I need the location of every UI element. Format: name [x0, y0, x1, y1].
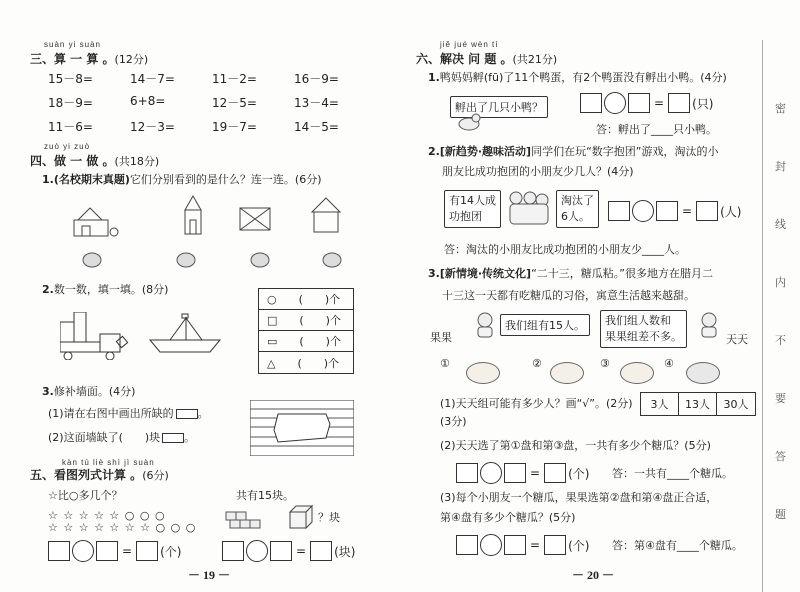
sec5-q2-blocks	[222, 504, 322, 532]
brick-icon	[176, 409, 198, 419]
choice-30[interactable]: 30人	[723, 398, 749, 411]
answer-box[interactable]	[656, 201, 678, 221]
answer-box[interactable]	[504, 463, 526, 483]
plate-label-4: ④	[664, 357, 674, 370]
sec6-q3-s1: (1)天天组可能有多少人？画“√”。(2分)	[440, 397, 633, 410]
guoguo-bubble: 我们组有15人。	[500, 314, 590, 336]
arithmetic-item[interactable]: 14－7=	[130, 72, 175, 86]
arithmetic-item[interactable]: 11－6=	[48, 120, 93, 134]
sec4-pinyin: zuò yi zuò	[44, 142, 91, 151]
sec4-q2-figures	[60, 312, 240, 360]
sec6-q2-bubble2: 淘汰了 6人。	[556, 190, 599, 228]
sec6-q1: 1.鸭妈妈孵(fū)了11个鸭蛋，有2个鸭蛋没有孵出小鸭。(4分)	[428, 71, 727, 84]
arithmetic-item[interactable]: 6+8=	[130, 94, 166, 108]
plate-label-1: ①	[440, 357, 450, 370]
plate-1	[466, 362, 500, 384]
answer-box[interactable]	[456, 535, 478, 555]
sec3-row	[48, 94, 376, 111]
arithmetic-item[interactable]: 14－5=	[294, 120, 339, 134]
sec6-q3-s1-pts: (3分)	[440, 415, 467, 428]
operator-circle[interactable]	[72, 540, 94, 562]
answer-box[interactable]	[608, 201, 630, 221]
margin-char: 题	[775, 508, 786, 521]
margin-char: 线	[775, 218, 786, 231]
shape-count-table	[258, 288, 354, 374]
brick-icon	[162, 433, 184, 443]
shape-count-row[interactable]: ○ ( )个	[259, 289, 353, 310]
margin-char: 封	[775, 160, 786, 173]
page-number-left: － 19 －	[188, 568, 231, 582]
choice-13[interactable]: 13人	[679, 393, 717, 415]
operator-circle[interactable]	[480, 534, 502, 556]
answer-box[interactable]	[580, 93, 602, 113]
shape-count-row[interactable]: □ ( )个	[259, 310, 353, 331]
sec4-q3-s1: (1)请在右图中画出所缺的 。	[48, 407, 209, 420]
sec5-q2-unknown: ？块	[318, 511, 340, 524]
margin-char: 密	[775, 102, 786, 115]
sec4-title: 四、做 一 做 。(共18分)	[30, 154, 160, 168]
house-object	[74, 208, 118, 236]
arithmetic-item[interactable]: 13－4=	[294, 96, 339, 110]
margin-char: 不	[775, 334, 786, 347]
plate-2	[550, 362, 584, 384]
wall-figure[interactable]	[250, 400, 354, 456]
sec6-q2: 2.[新趋势·趣味活动]同学们在玩“数字抱团”游戏，淘汰的小	[428, 145, 719, 158]
tiantian-bubble: 我们组人数和 果果组差不多。	[600, 310, 687, 348]
margin-char: 答	[775, 450, 786, 463]
shape-count-row[interactable]: ▭ ( )个	[259, 331, 353, 352]
tiantian-avatar	[698, 312, 720, 338]
sec6-q2-line2: 朋友比成功抱团的小朋友少几人？(4分)	[442, 165, 634, 178]
sec6-q1-answer: 答：孵出了____只小鸭。	[596, 123, 717, 136]
choice-3[interactable]: 3人	[641, 393, 679, 415]
answer-box[interactable]	[270, 541, 292, 561]
sec3-pinyin: suàn yi suàn	[44, 40, 101, 49]
sec4-q2: 2.数一数，填一填。(8分)	[42, 283, 169, 296]
arithmetic-item[interactable]: 15－8=	[48, 72, 93, 86]
sec5-q1-question: ☆比○多几个？	[48, 489, 123, 502]
sec6-q2-bubble1: 有14人成 功抱团	[444, 190, 501, 228]
answer-box[interactable]	[696, 201, 718, 221]
answer-box[interactable]	[668, 93, 690, 113]
sec5-stars-row1: ☆ ☆ ☆ ☆ ☆ ○ ○ ○	[48, 509, 166, 522]
top-view-shape	[240, 208, 270, 230]
answer-box[interactable]	[96, 541, 118, 561]
animal-viewers	[83, 253, 341, 267]
plate-4-covered	[686, 362, 720, 384]
shape-count-row[interactable]: △ ( )个	[267, 356, 340, 370]
sec6-q1-bubble: 孵出了几只小鸭？	[450, 96, 548, 118]
answer-box[interactable]	[48, 541, 70, 561]
sec6-q3-line2: 十三这一天都有吃糖瓜的习俗，寓意生活越来越甜。	[442, 289, 695, 302]
sec3-row	[48, 70, 376, 87]
sec4-q3: 3.修补墙面。(4分)	[42, 385, 136, 398]
sec6-title: 六、解决 问 题 。(共21分)	[416, 52, 558, 66]
sec5-eq1: = (个)	[48, 540, 181, 562]
front-view-shape	[185, 196, 201, 234]
answer-box[interactable]	[456, 463, 478, 483]
sec6-q3-s3b: 第④盘有多少个糖瓜？(5分)	[440, 511, 576, 524]
answer-box[interactable]	[544, 463, 566, 483]
duck-icon	[454, 112, 484, 132]
sec6-q3-s2-eq: = (个)	[456, 462, 589, 484]
sec6-q1-eq: = (只)	[580, 92, 713, 114]
sec6-q3: 3.[新情境·传统文化]“二十三，糖瓜粘。”很多地方在腊月二	[428, 267, 713, 280]
right-page	[400, 0, 800, 592]
plate-label-2: ②	[532, 357, 542, 370]
answer-box[interactable]	[222, 541, 244, 561]
plate-label-3: ③	[600, 357, 610, 370]
sec3-title: 三、算 一 算 。(12分)	[30, 52, 149, 66]
sec4-q3-s2: (2)这面墙缺了( )块 。	[48, 431, 196, 444]
kids-hugging-icon	[504, 188, 552, 228]
sec6-q3-s3-answer: 答：第④盘有____个糖瓜。	[612, 539, 743, 552]
margin-char: 要	[775, 392, 786, 405]
arithmetic-item[interactable]: 18－9=	[48, 96, 93, 110]
guoguo-label: 果果	[430, 331, 452, 344]
sec5-q2-total: 共有15块。	[236, 489, 294, 502]
sec6-q2-answer: 答：淘汰的小朋友比成功抱团的小朋友少____人。	[444, 243, 686, 256]
answer-box[interactable]	[544, 535, 566, 555]
arithmetic-item[interactable]: 16－9=	[294, 72, 339, 86]
sec5-pinyin: kàn tú liè shì jì suàn	[62, 458, 155, 467]
sec6-q3-s2-answer: 答：一共有____个糖瓜。	[612, 467, 733, 480]
answer-box[interactable]	[628, 93, 650, 113]
guoguo-avatar	[474, 312, 496, 338]
train-figure	[60, 312, 128, 360]
operator-circle[interactable]	[480, 462, 502, 484]
sec6-q3-s2: (2)天天选了第①盘和第③盘，一共有多少个糖瓜？(5分)	[440, 439, 711, 452]
answer-box[interactable]	[136, 541, 158, 561]
sec5-title: 五、看图列式计算 。(6分)	[30, 468, 169, 482]
arithmetic-item[interactable]: 12－3=	[130, 120, 175, 134]
operator-circle[interactable]	[246, 540, 268, 562]
sec5-stars-row2: ☆ ☆ ☆ ☆ ☆ ☆ ☆ ○ ○ ○	[48, 521, 197, 534]
headcount-choices[interactable]	[640, 392, 756, 416]
plate-3	[620, 362, 654, 384]
sec3-row	[48, 118, 376, 135]
sec6-q3-s3-eq: = (个)	[456, 534, 589, 556]
binding-margin	[762, 40, 800, 592]
arithmetic-item[interactable]: 11－2=	[212, 72, 257, 86]
sec6-q3-s3: (3)每个小朋友一个糖瓜，果果选第②盘和第④盘正合适，	[440, 491, 718, 504]
operator-circle[interactable]	[604, 92, 626, 114]
boat-figure	[150, 314, 220, 352]
tiantian-label: 天天	[726, 333, 748, 346]
margin-char: 内	[775, 276, 786, 289]
sec4-q1: 1.(名校期末真题)它们分别看到的是什么？连一连。(6分)	[42, 173, 322, 186]
operator-circle[interactable]	[632, 200, 654, 222]
page-number-right: － 20 －	[572, 568, 615, 582]
arithmetic-item[interactable]: 12－5=	[212, 96, 257, 110]
sec6-pinyin: jiě jué wèn tí	[440, 40, 499, 49]
sec6-q2-eq: = (人)	[608, 200, 741, 222]
sec5-eq2: = (块)	[222, 540, 355, 562]
side-view-shape	[312, 198, 340, 232]
answer-box[interactable]	[310, 541, 332, 561]
arithmetic-item[interactable]: 19－7=	[212, 120, 257, 134]
sec4-q1-pictures	[60, 190, 360, 270]
answer-box[interactable]	[504, 535, 526, 555]
